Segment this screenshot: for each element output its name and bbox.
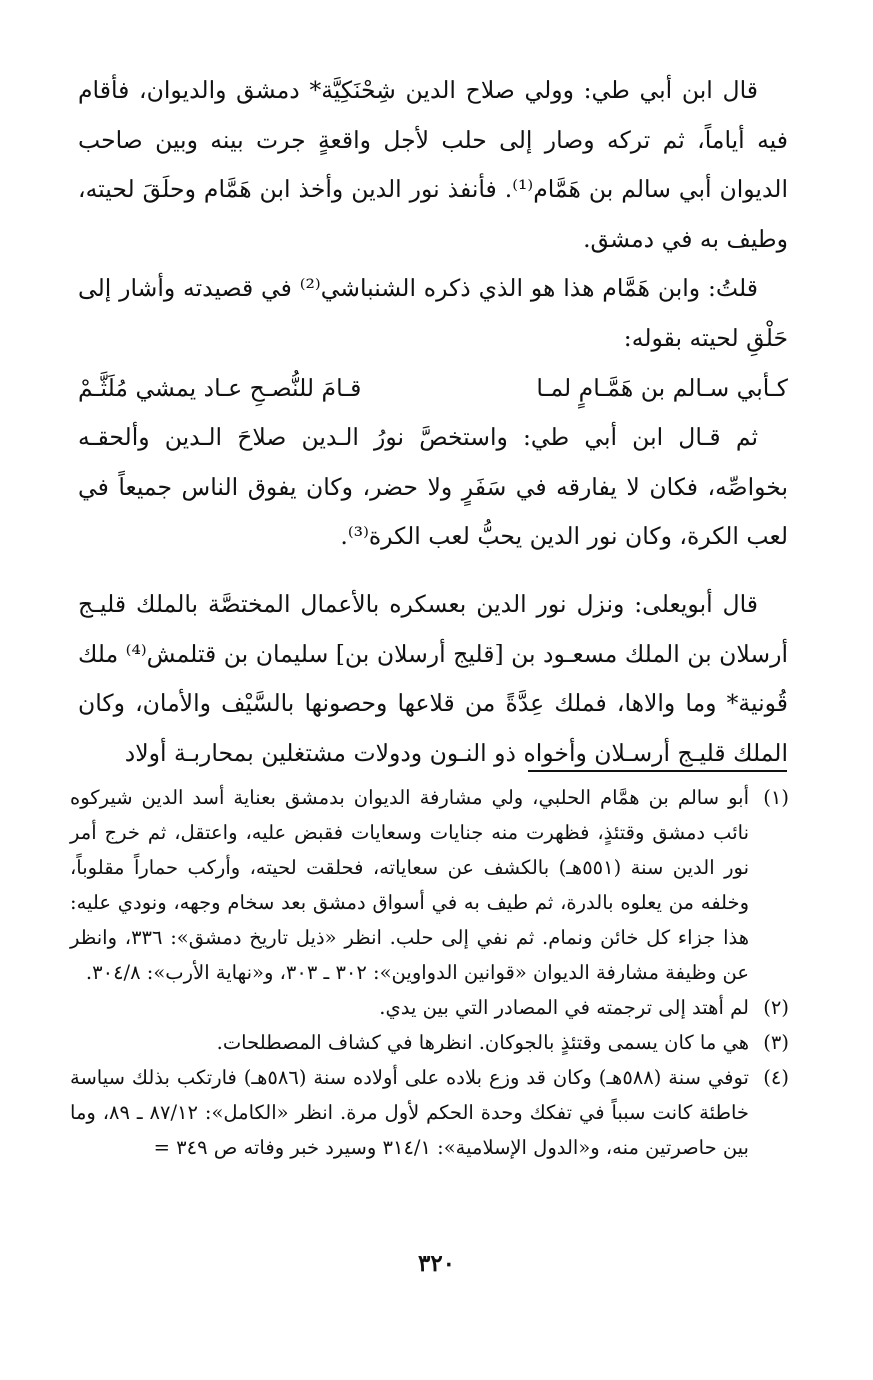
footnotes <box>70 780 789 1165</box>
paragraph-3: ثم قـال ابن أبي طي: واستخصَّ نورُ الـدين صلاحَ الـدين وألحقـه بخواصِّه، فكان لا يفارقه في سَفَرٍ ولا حضر، وكان يفوق الناس جميعاً في لعب الكرة، وكان نور الدين يحبُّ لعب الكرة⁽³⁾. <box>78 423 788 551</box>
footnote-3 <box>70 1025 789 1060</box>
footnote-text: توفي سنة (٥٨٨هـ) وكان قد وزع بلاده على أولاده سنة (٥٨٦هـ) فارتكب بذلك سياسة خاطئة كانت سبباً في تفكك وحدة الحكم لأول مرة. انظر «الكامل»: ٨٧/١٢ ـ ٨٩، وما بين حاصرتين منه، و«الدول الإسلامية»: ٣١٤/١ وسيرد خبر وفاته ص ٣٤٩ = <box>70 1066 749 1159</box>
page-number: ٣٢٠ <box>417 1250 456 1277</box>
footnote-number: (١) <box>763 786 789 809</box>
footnote-1 <box>70 780 789 990</box>
footnote-text: هي ما كان يسمى وقتئذٍ بالجوكان. انظرها في كشاف المصطلحات. <box>216 1031 749 1054</box>
verse-line <box>78 364 788 414</box>
paragraph-2: قلتُ: وابن هَمَّام هذا هو الذي ذكره الشنباشي⁽²⁾ في قصيدته وأشار إلى حَلْقِ لحيته بقوله: <box>78 274 788 352</box>
verse-hemistich-right: كـأبي سـالم بن هَمَّـامٍ لمـا <box>536 373 788 402</box>
footnote-number: (٣) <box>763 1031 789 1054</box>
main-text <box>78 66 788 778</box>
footnote-4 <box>70 1060 789 1165</box>
footnote-number: (٢) <box>763 996 789 1019</box>
footnote-text: لم أهتد إلى ترجمته في المصادر التي بين يدي. <box>379 996 749 1019</box>
footnote-number: (٤) <box>763 1066 789 1089</box>
paragraph-4: قال أبويعلى: ونزل نور الدين بعسكره بالأعمال المختصَّة بالملك قليـج أرسلان بن الملك مسعـود بن [قليج أرسلان بن] سليمان بن قتلمش⁽⁴⁾ ملك قُونية* وما والاها، فملك عِدَّةً من قلاعها وحصونها بالسَّيْف والأمان، وكان الملك قليـج أرسـلان وأخواه ذو النـون ودولات مشتغلين بمحاربـة أولاد <box>78 589 788 767</box>
footnote-text: أبو سالم بن همَّام الحلبي، ولي مشارفة الديوان بدمشق بعناية أسد الدين شيركوه نائب دمشق وقتئذٍ، فظهرت منه جنايات وسعايات فقبض عليه، واعتقل، ثم خرج أمر نور الدين سنة (٥٥١هـ) بالكشف عن سعاياته، فحلقت لحيته، وأركب حماراً مقلوباً، وخلفه من يعلوه بالدرة، ثم طيف به في أسواق دمشق بعد سخام وجهه، ونودي عليه: هذا جزاء كل خائن ونمام. ثم نفي إلى حلب. انظر «ذيل تاريخ دمشق»: ٣٣٦، وانظر عن وظيفة مشارفة الديوان «قوانين الدواوين»: ٣٠٢ ـ ٣٠٣، و«نهاية الأرب»: ٣٠٤/٨. <box>70 786 750 984</box>
footnote-2 <box>70 990 789 1025</box>
footnote-separator <box>528 770 787 772</box>
paragraph-1: قال ابن أبي طي: وولي صلاح الدين شِحْنَكِيَّة* دمشق والديوان، فأقام فيه أياماً، ثم تركه وصار إلى حلب لأجل واقعةٍ جرت بينه وبين صاحب الديوان أبي سالم بن هَمَّام⁽¹⁾. فأنفذ نور الدين وأخذ ابن هَمَّام وحلَقَ لحيته، وطيف به في دمشق. <box>78 76 788 253</box>
verse-hemistich-left: قـامَ للنُّصـحِ عـاد يمشي مُلَثَّـمْ <box>78 373 362 402</box>
